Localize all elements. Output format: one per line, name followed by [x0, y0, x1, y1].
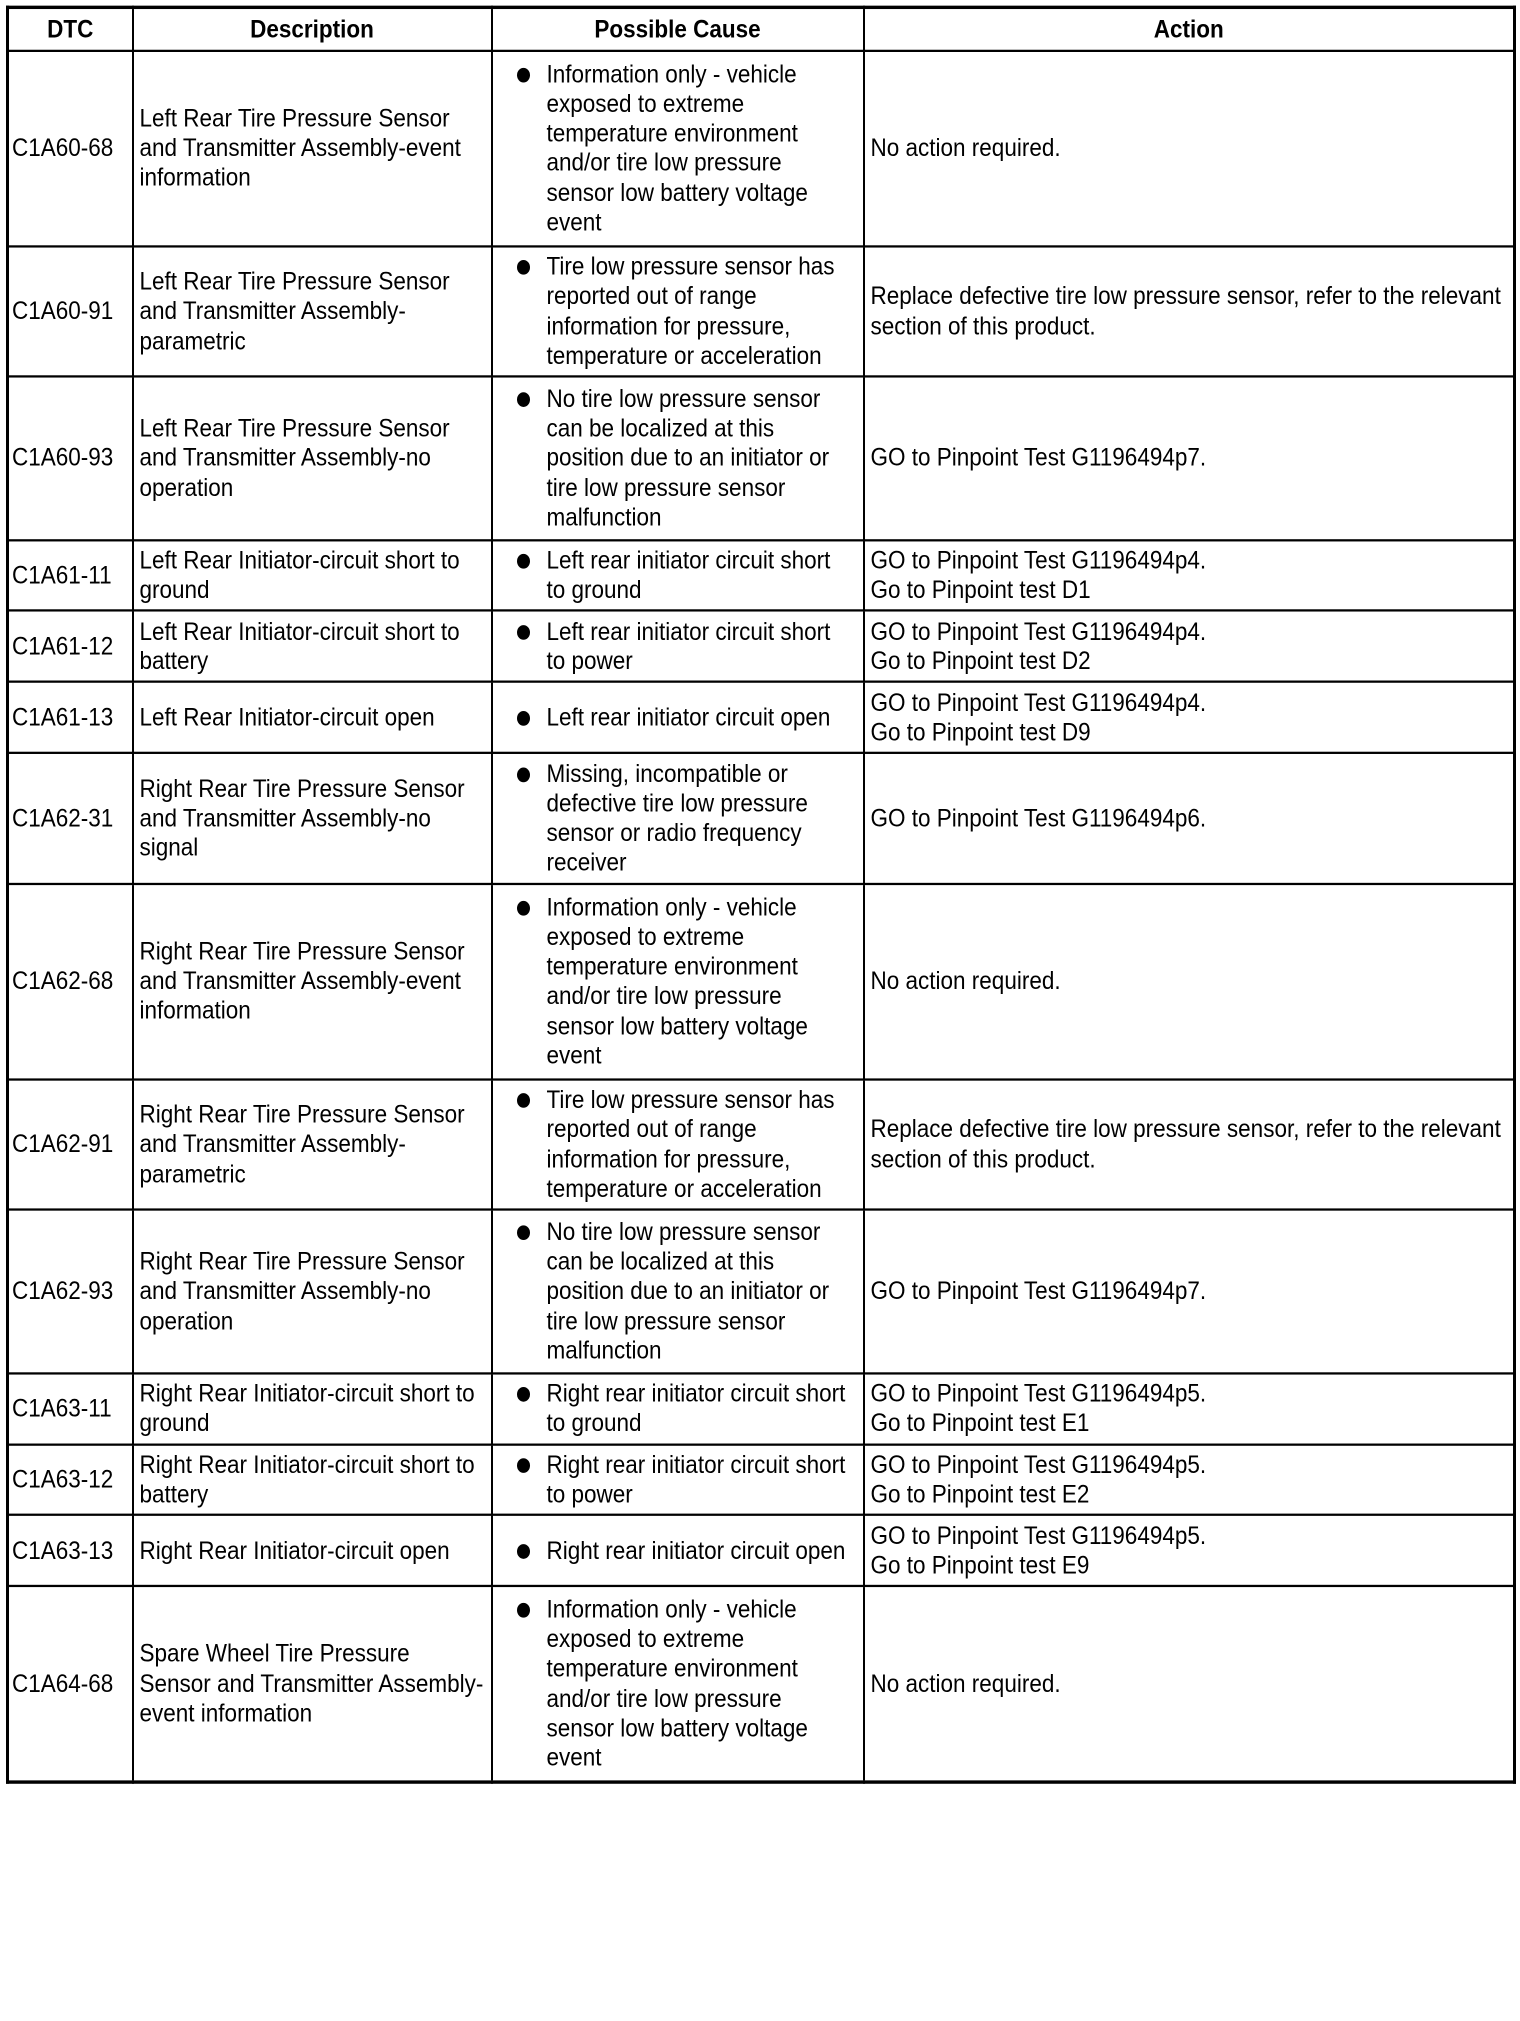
- header-dtc: DTC: [8, 7, 133, 51]
- action-line: No action required.: [870, 1669, 1061, 1698]
- action-line: GO to Pinpoint Test G1196494p7.: [870, 443, 1207, 472]
- action-line: GO to Pinpoint Test G1196494p5.: [870, 1378, 1207, 1408]
- action-line: GO to Pinpoint Test G1196494p7.: [870, 1276, 1207, 1305]
- dtc-code: C1A60-68: [8, 51, 133, 246]
- possible-cause: [492, 753, 864, 884]
- action-line: Go to Pinpoint test D9: [870, 717, 1091, 746]
- action-line: GO to Pinpoint Test G1196494p4.: [870, 687, 1207, 717]
- dtc-description: Right Rear Initiator-circuit open: [133, 1515, 492, 1586]
- action-cell: [864, 540, 1515, 611]
- table-row: [8, 1079, 1515, 1210]
- possible-cause: [492, 1210, 864, 1373]
- action-cell: [864, 682, 1515, 753]
- action-line: Replace defective tire low pressure sensor, refer to the relevant section of this product.: [870, 281, 1501, 340]
- possible-cause: [492, 611, 864, 682]
- action-line: Go to Pinpoint test E9: [870, 1550, 1090, 1579]
- possible-cause: [492, 682, 864, 753]
- action-line: GO to Pinpoint Test G1196494p4.: [870, 545, 1207, 575]
- action-line: No action required.: [870, 133, 1061, 162]
- action-line: GO to Pinpoint Test G1196494p5.: [870, 1450, 1207, 1479]
- dtc-description: Right Rear Initiator-circuit short to ground: [133, 1373, 492, 1444]
- dtc-code: C1A61-13: [8, 682, 133, 753]
- possible-cause: [492, 1444, 864, 1515]
- action-line: Go to Pinpoint test D1: [870, 575, 1091, 604]
- dtc-code: C1A63-11: [8, 1373, 133, 1444]
- action-line: Go to Pinpoint test E2: [870, 1479, 1090, 1508]
- dtc-code: C1A63-12: [8, 1444, 133, 1515]
- table-row: [8, 753, 1515, 884]
- possible-cause: [492, 51, 864, 246]
- action-cell: [864, 611, 1515, 682]
- dtc-code: C1A62-68: [8, 884, 133, 1079]
- cause-bullet-item: No tire low pressure sensor can be localized at this position due to an initiator or tire low pressure sensor malfunction: [515, 384, 855, 532]
- cause-bullet-item: Right rear initiator circuit short to ground: [515, 1379, 855, 1438]
- action-line: No action required.: [870, 966, 1061, 996]
- dtc-code: C1A60-93: [8, 377, 133, 540]
- dtc-description: Spare Wheel Tire Pressure Sensor and Transmitter Assembly-event information: [133, 1586, 492, 1782]
- table-row: [8, 377, 1515, 540]
- table-row: [8, 246, 1515, 377]
- action-cell: [864, 51, 1515, 246]
- dtc-description: Left Rear Tire Pressure Sensor and Transmitter Assembly-parametric: [133, 246, 492, 377]
- dtc-code: C1A62-91: [8, 1079, 133, 1210]
- cause-bullet-item: Information only - vehicle exposed to extreme temperature environment and/or tire low pressure sensor low battery voltage event: [515, 893, 855, 1071]
- table-row: [8, 611, 1515, 682]
- dtc-description: Right Rear Tire Pressure Sensor and Transmitter Assembly-parametric: [133, 1079, 492, 1210]
- action-cell: [864, 1586, 1515, 1782]
- action-line: GO to Pinpoint Test G1196494p4.: [870, 616, 1207, 646]
- cause-bullet-item: Right rear initiator circuit open: [515, 1536, 855, 1566]
- table-row: [8, 1586, 1515, 1782]
- dtc-description: Left Rear Tire Pressure Sensor and Transmitter Assembly-no operation: [133, 377, 492, 540]
- dtc-description: Right Rear Initiator-circuit short to battery: [133, 1444, 492, 1515]
- cause-bullet-item: Missing, incompatible or defective tire low pressure sensor or radio frequency receiver: [515, 759, 855, 877]
- action-cell: [864, 1515, 1515, 1586]
- dtc-code: C1A64-68: [8, 1586, 133, 1782]
- dtc-description: Right Rear Tire Pressure Sensor and Transmitter Assembly-no operation: [133, 1210, 492, 1373]
- dtc-description: Right Rear Tire Pressure Sensor and Transmitter Assembly-no signal: [133, 753, 492, 884]
- possible-cause: [492, 540, 864, 611]
- action-line: GO to Pinpoint Test G1196494p6.: [870, 803, 1207, 833]
- possible-cause: [492, 1586, 864, 1782]
- table-row: [8, 1515, 1515, 1586]
- possible-cause: [492, 246, 864, 377]
- cause-bullet-item: Tire low pressure sensor has reported out of range information for pressure, temperature or acceleration: [515, 1085, 855, 1203]
- table-row: [8, 1210, 1515, 1373]
- cause-bullet-item: Right rear initiator circuit short to power: [515, 1450, 855, 1509]
- action-line: Go to Pinpoint test D2: [870, 646, 1091, 675]
- cause-bullet-item: Tire low pressure sensor has reported out of range information for pressure, temperature or acceleration: [515, 252, 855, 370]
- action-cell: [864, 246, 1515, 377]
- action-cell: [864, 884, 1515, 1079]
- dtc-description: Right Rear Tire Pressure Sensor and Transmitter Assembly-event information: [133, 884, 492, 1079]
- possible-cause: [492, 1373, 864, 1444]
- dtc-code: C1A61-12: [8, 611, 133, 682]
- table-row: [8, 51, 1515, 246]
- action-cell: [864, 1373, 1515, 1444]
- action-cell: [864, 1444, 1515, 1515]
- possible-cause: [492, 1515, 864, 1586]
- dtc-description: Left Rear Tire Pressure Sensor and Transmitter Assembly-event information: [133, 51, 492, 246]
- dtc-code: C1A61-11: [8, 540, 133, 611]
- table-body: [8, 51, 1515, 1782]
- dtc-description: Left Rear Initiator-circuit open: [133, 682, 492, 753]
- header-possible-cause: Possible Cause: [492, 7, 864, 51]
- cause-bullet-item: Information only - vehicle exposed to extreme temperature environment and/or tire low pressure sensor low battery voltage event: [515, 1595, 855, 1773]
- table-row: [8, 682, 1515, 753]
- cause-bullet-item: Information only - vehicle exposed to extreme temperature environment and/or tire low pressure sensor low battery voltage event: [515, 60, 855, 238]
- action-line: GO to Pinpoint Test G1196494p5.: [870, 1521, 1207, 1550]
- dtc-code: C1A62-93: [8, 1210, 133, 1373]
- header-row: [8, 7, 1515, 51]
- table-row: [8, 1373, 1515, 1444]
- possible-cause: [492, 377, 864, 540]
- header-description: Description: [133, 7, 492, 51]
- action-cell: [864, 377, 1515, 540]
- cause-bullet-item: Left rear initiator circuit open: [515, 703, 855, 733]
- cause-bullet-item: No tire low pressure sensor can be localized at this position due to an initiator or tire low pressure sensor malfunction: [515, 1217, 855, 1365]
- dtc-description: Left Rear Initiator-circuit short to ground: [133, 540, 492, 611]
- dtc-code: C1A60-91: [8, 246, 133, 377]
- action-line: Replace defective tire low pressure sensor, refer to the relevant section of this product.: [870, 1114, 1501, 1173]
- table-row: [8, 1444, 1515, 1515]
- action-line: Go to Pinpoint test E1: [870, 1408, 1090, 1437]
- header-action: Action: [864, 7, 1515, 51]
- table-row: [8, 540, 1515, 611]
- action-cell: [864, 1210, 1515, 1373]
- dtc-table: [6, 6, 1516, 1784]
- dtc-code: C1A62-31: [8, 753, 133, 884]
- dtc-description: Left Rear Initiator-circuit short to battery: [133, 611, 492, 682]
- action-cell: [864, 753, 1515, 884]
- action-cell: [864, 1079, 1515, 1210]
- table-header: [8, 7, 1515, 51]
- table-row: [8, 884, 1515, 1079]
- possible-cause: [492, 884, 864, 1079]
- dtc-code: C1A63-13: [8, 1515, 133, 1586]
- cause-bullet-item: Left rear initiator circuit short to ground: [515, 546, 855, 605]
- cause-bullet-item: Left rear initiator circuit short to power: [515, 617, 855, 676]
- possible-cause: [492, 1079, 864, 1210]
